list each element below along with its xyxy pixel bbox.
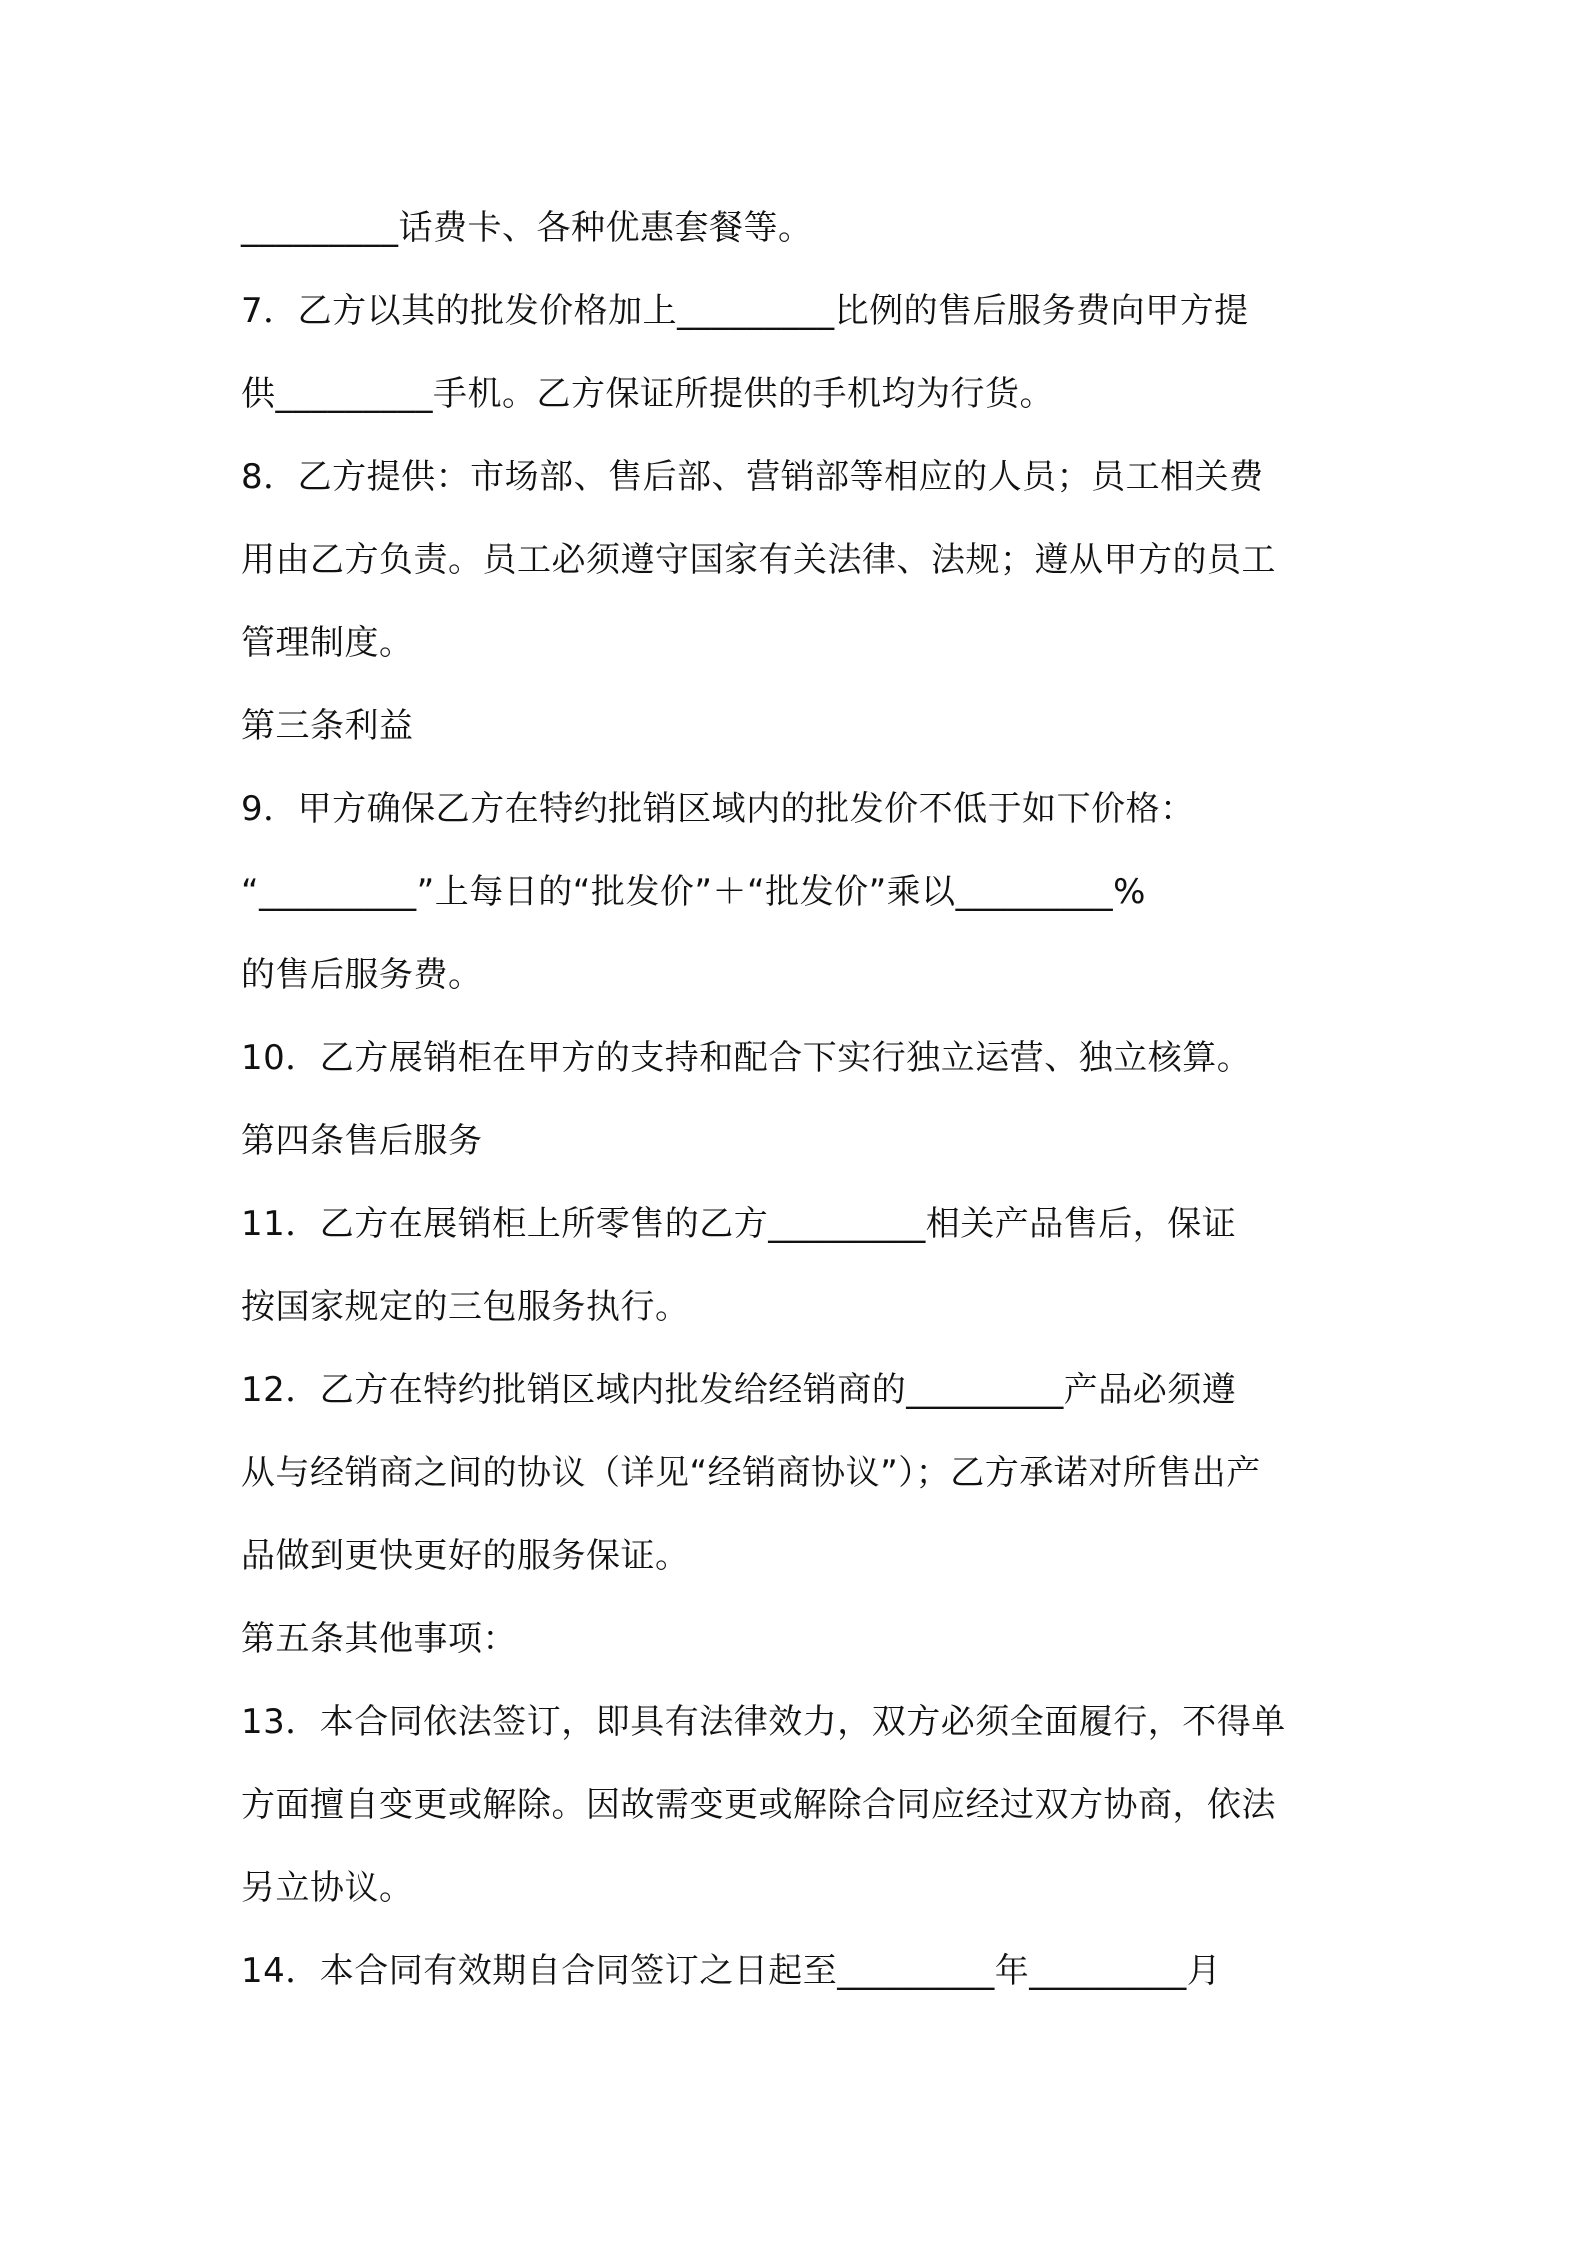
clause-9-line-3: 的售后服务费。 [241,955,483,995]
clause-10-line-1: 10．乙方展销柜在甲方的支持和配合下实行独立运营、独立核算。 [241,1038,1252,1078]
clause-14-line-1: 14．本合同有效期自合同签订之日起至_________年_________月 [241,1951,1222,1991]
clause-13-line-3: 另立协议。 [241,1868,414,1908]
section-4-heading: 第四条售后服务 [241,1121,483,1161]
section-3-heading: 第三条利益 [241,706,414,746]
clause-12-line-2: 从与经销商之间的协议（详见“经销商协议”）；乙方承诺对所售出产 [241,1453,1261,1493]
clause-12-line-1: 12．乙方在特约批销区域内批发给经销商的_________产品必须遵 [241,1370,1237,1410]
clause-11-line-1: 11．乙方在展销柜上所零售的乙方_________相关产品售后，保证 [241,1204,1237,1244]
clause-13-line-2: 方面擅自变更或解除。因故需变更或解除合同应经过双方协商，依法 [241,1785,1276,1825]
text-line: _________话费卡、各种优惠套餐等。 [241,208,813,248]
clause-8-line-3: 管理制度。 [241,623,414,663]
clause-7-line-2: 供_________手机。乙方保证所提供的手机均为行货。 [241,374,1054,414]
section-5-heading: 第五条其他事项： [241,1619,517,1659]
clause-9-line-1: 9．甲方确保乙方在特约批销区域内的批发价不低于如下价格： [241,789,1195,829]
clause-12-line-3: 品做到更快更好的服务保证。 [241,1536,690,1576]
clause-11-line-2: 按国家规定的三包服务执行。 [241,1287,690,1327]
clause-8-line-1: 8．乙方提供：市场部、售后部、营销部等相应的人员；员工相关费 [241,457,1264,497]
clause-7-line-1: 7．乙方以其的批发价格加上_________比例的售后服务费向甲方提 [241,291,1249,331]
clause-13-line-1: 13．本合同依法签订，即具有法律效力，双方必须全面履行，不得单 [241,1702,1286,1742]
clause-8-line-2: 用由乙方负责。员工必须遵守国家有关法律、法规；遵从甲方的员工 [241,540,1276,580]
clause-9-line-2: “_________”上每日的“批发价”＋“批发价”乘以_________% [241,872,1146,912]
